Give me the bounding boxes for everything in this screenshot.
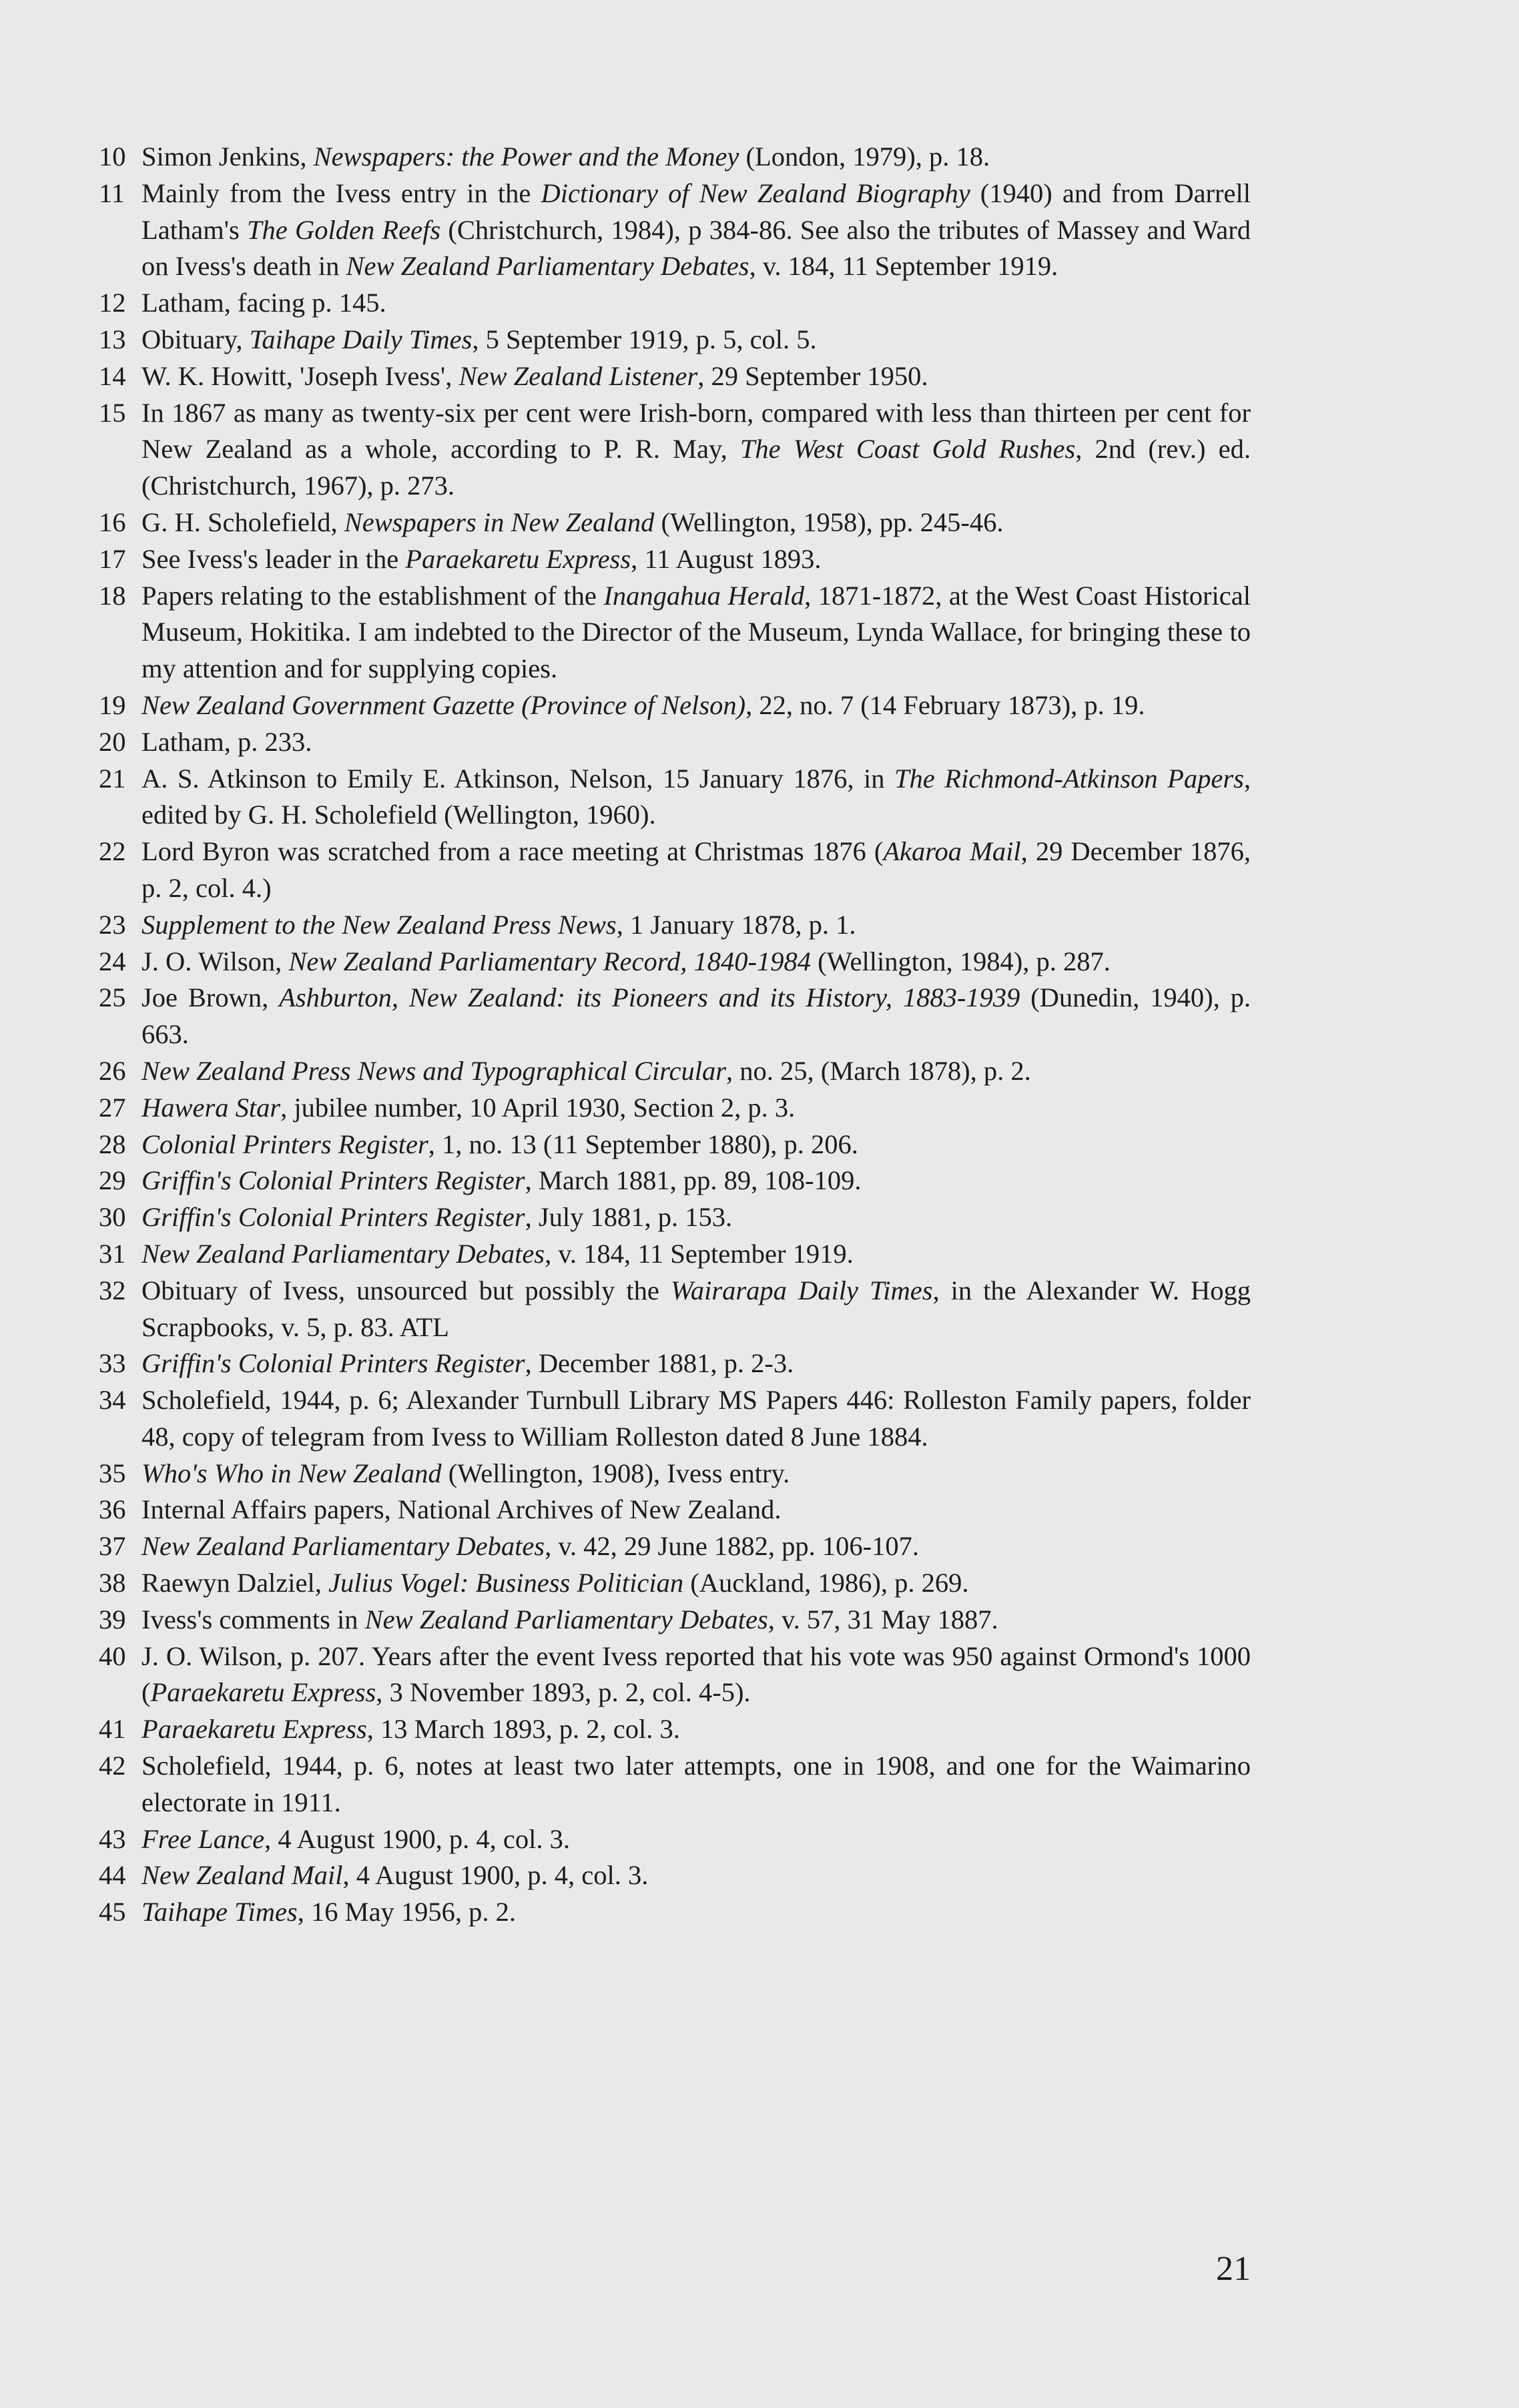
endnote-item [99, 761, 1251, 834]
endnote-item [99, 1273, 1251, 1346]
italic-title: Paraekaretu Express [150, 1677, 376, 1708]
italic-title: New Zealand Government Gazette (Province of Nelson) [141, 689, 746, 720]
endnote-item [99, 1565, 1251, 1602]
text-run: , 2nd (rev.) ed. (Christchurch, 1967), p. 273. [141, 434, 1251, 501]
endnote-item [99, 687, 1251, 724]
text-run: Mainly from the Ivess entry in the [141, 178, 541, 208]
text-run: Scholefield, 1944, p. 6; Alexander Turnbull Library MS Papers 446: Rolleston Family papers, folder 48, copy of telegram from Ivess to William Rolleston dated 8 June 1884. [141, 1385, 1251, 1452]
italic-title: Supplement to the New Zealand Press News [141, 909, 617, 940]
endnote-item [99, 176, 1251, 285]
italic-title: New Zealand Parliamentary Debates [364, 1604, 768, 1634]
endnote-item [99, 1894, 1251, 1931]
endnote-number: 45 [99, 1897, 126, 1927]
text-run: , 16 May 1956, p. 2. [297, 1897, 517, 1927]
endnote-text [141, 322, 1251, 358]
endnote-number: 36 [99, 1494, 126, 1525]
text-run: Lord Byron was scratched from a race meeting at Christmas 1876 ( [141, 836, 884, 867]
text-run: , 4 August 1900, p. 4, col. 3. [264, 1823, 570, 1854]
endnote-text [141, 541, 1251, 578]
text-run: Latham, facing p. 145. [141, 288, 386, 318]
endnote-text [141, 1638, 1251, 1712]
text-run: , 4 August 1900, p. 4, col. 3. [342, 1860, 649, 1891]
text-run: Papers relating to the establishment of the [141, 580, 604, 611]
endnote-item [99, 1236, 1251, 1273]
italic-title: The Richmond-Atkinson Papers [894, 763, 1244, 794]
endnote-text [141, 834, 1251, 907]
italic-title: Paraekaretu Express [405, 543, 631, 574]
endnote-text [141, 395, 1251, 505]
endnote-item [99, 1127, 1251, 1163]
text-run: Latham, p. 233. [141, 726, 312, 757]
endnote-text [141, 1382, 1251, 1456]
italic-title: Newspapers in New Zealand [344, 507, 655, 537]
endnote-item [99, 1456, 1251, 1492]
text-run: , 13 March 1893, p. 2, col. 3. [366, 1714, 680, 1745]
text-run: (Auckland, 1986), p. 269. [683, 1568, 969, 1598]
endnote-text [141, 1711, 1251, 1748]
endnote-text [141, 687, 1251, 724]
endnote-item [99, 1382, 1251, 1456]
endnote-item [99, 944, 1251, 980]
text-run: A. S. Atkinson to Emily E. Atkinson, Nelson, 15 January 1876, in [141, 763, 894, 794]
text-run: J. O. Wilson, p. 207. Years after the event Ivess reported that his vote was 950 against Ormond's 1000 ( [141, 1640, 1251, 1708]
endnote-number: 35 [99, 1458, 126, 1488]
endnote-text [141, 724, 1251, 761]
italic-title: Dictionary of New Zealand Biography [541, 178, 970, 208]
endnote-number: 11 [99, 178, 125, 208]
text-run: Obituary, [141, 324, 250, 354]
italic-title: New Zealand Listener [459, 360, 698, 391]
endnote-item [99, 541, 1251, 578]
endnote-text [141, 1090, 1251, 1127]
endnote-number: 19 [99, 689, 126, 720]
endnote-text [141, 578, 1251, 687]
endnote-text [141, 285, 1251, 322]
italic-title: New Zealand Parliamentary Debates [141, 1238, 545, 1269]
endnote-number: 31 [99, 1238, 126, 1269]
endnote-number: 44 [99, 1860, 126, 1891]
endnote-number: 21 [99, 763, 126, 794]
italic-title: Ashburton, New Zealand: its Pioneers and its History, 1883-1939 [279, 982, 1020, 1013]
page-number: 21 [1216, 2250, 1251, 2288]
endnote-number: 32 [99, 1275, 126, 1305]
italic-title: Free Lance [141, 1823, 265, 1854]
endnote-text [141, 907, 1251, 944]
endnote-number: 26 [99, 1055, 126, 1086]
text-run: , v. 184, 11 September 1919. [749, 251, 1058, 282]
italic-title: The West Coast Gold Rushes [739, 434, 1076, 465]
italic-title: Akaroa Mail [883, 836, 1021, 867]
endnote-number: 38 [99, 1568, 126, 1598]
text-run: Joe Brown, [141, 982, 280, 1013]
endnote-text [141, 1857, 1251, 1894]
italic-title: New Zealand Mail [141, 1860, 343, 1891]
endnote-text [141, 1273, 1251, 1346]
endnote-item [99, 285, 1251, 322]
endnote-text [141, 1053, 1251, 1090]
text-run: , v. 184, 11 September 1919. [545, 1238, 854, 1269]
endnote-text [141, 1602, 1251, 1638]
text-run: , 1 January 1878, p. 1. [616, 909, 856, 940]
endnote-text [141, 505, 1251, 541]
endnote-text [141, 1345, 1251, 1382]
endnote-item [99, 358, 1251, 395]
endnotes-list [99, 139, 1251, 1931]
text-run: (Wellington, 1958), pp. 245-46. [654, 507, 1004, 537]
endnote-number: 30 [99, 1202, 126, 1233]
endnote-item [99, 322, 1251, 358]
endnote-item [99, 1528, 1251, 1565]
endnote-number: 34 [99, 1385, 126, 1416]
italic-title: Taihape Times [141, 1897, 298, 1927]
endnote-number: 39 [99, 1604, 126, 1634]
endnote-item [99, 1163, 1251, 1199]
endnote-item [99, 724, 1251, 761]
text-run: (London, 1979), p. 18. [739, 141, 990, 172]
text-run: , 3 November 1893, p. 2, col. 4-5). [376, 1677, 751, 1708]
text-run: W. K. Howitt, 'Joseph Ivess', [141, 360, 459, 391]
italic-title: Hawera Star [141, 1092, 281, 1123]
italic-title: New Zealand Parliamentary Debates [141, 1531, 545, 1562]
endnote-item [99, 1492, 1251, 1528]
endnote-item [99, 1053, 1251, 1090]
endnote-text [141, 1492, 1251, 1528]
text-run: (Dunedin, 1940), p. 663. [141, 982, 1251, 1050]
text-run: Ivess's comments in [141, 1604, 365, 1634]
endnote-number: 29 [99, 1165, 126, 1196]
endnote-text [141, 1199, 1251, 1236]
endnote-text [141, 358, 1251, 395]
text-run: , March 1881, pp. 89, 108-109. [525, 1165, 862, 1196]
italic-title: Who's Who in New Zealand [141, 1458, 442, 1488]
endnote-number: 37 [99, 1531, 126, 1562]
endnote-number: 28 [99, 1129, 126, 1159]
endnote-text [141, 1821, 1251, 1858]
endnote-number: 18 [99, 580, 126, 611]
text-run: , 5 September 1919, p. 5, col. 5. [472, 324, 817, 354]
endnote-text [141, 1456, 1251, 1492]
text-run: (Christchurch, 1984), p 384-86. See also the tributes of Massey and Ward on Ivess's death in [141, 214, 1251, 282]
text-run: In 1867 as many as twenty-six per cent were Irish-born, compared with less than thirteen per cent for New Zealand as a whole, according to P. R. May, [141, 397, 1251, 465]
endnote-text [141, 1894, 1251, 1931]
endnote-number: 40 [99, 1640, 126, 1671]
endnote-item [99, 1711, 1251, 1748]
endnote-item [99, 980, 1251, 1053]
text-run: , 22, no. 7 (14 February 1873), p. 19. [745, 689, 1145, 720]
text-run: Raewyn Dalziel, [141, 1568, 329, 1598]
text-run: G. H. Scholefield, [141, 507, 344, 537]
text-run: (Wellington, 1908), Ivess entry. [441, 1458, 790, 1488]
text-run: , July 1881, p. 153. [525, 1202, 733, 1233]
endnote-number: 27 [99, 1092, 126, 1123]
italic-title: Griffin's Colonial Printers Register [141, 1348, 525, 1379]
endnote-item [99, 1638, 1251, 1712]
text-run: Obituary of Ivess, unsourced but possibly the [141, 1275, 671, 1305]
endnote-text [141, 1528, 1251, 1565]
text-run: , no. 25, (March 1878), p. 2. [726, 1055, 1031, 1086]
endnote-item [99, 1857, 1251, 1894]
endnote-number: 17 [99, 543, 126, 574]
endnote-item [99, 1821, 1251, 1858]
endnote-number: 13 [99, 324, 126, 354]
text-run: , jubilee number, 10 April 1930, Section 2, p. 3. [280, 1092, 796, 1123]
text-run: (Wellington, 1984), p. 287. [810, 946, 1111, 976]
endnote-item [99, 139, 1251, 176]
endnote-text [141, 176, 1251, 285]
text-run: , December 1881, p. 2-3. [525, 1348, 794, 1379]
italic-title: Julius Vogel: Business Politician [328, 1568, 684, 1598]
italic-title: New Zealand Parliamentary Debates [346, 251, 749, 282]
text-run: , 1871-1872, at the West Coast Historical Museum, Hokitika. I am indebted to the Director of the Museum, Lynda Wallace, for bringing these to my attention and for supplying copies. [141, 580, 1251, 684]
text-run: Simon Jenkins, [141, 141, 314, 172]
italic-title: Taihape Daily Times [249, 324, 473, 354]
endnote-text [141, 1236, 1251, 1273]
endnote-number: 10 [99, 141, 126, 172]
italic-title: Griffin's Colonial Printers Register [141, 1202, 525, 1233]
endnote-number: 22 [99, 836, 126, 867]
endnote-number: 16 [99, 507, 126, 537]
italic-title: Paraekaretu Express [141, 1714, 367, 1745]
text-run: , v. 57, 31 May 1887. [768, 1604, 998, 1634]
endnote-text [141, 944, 1251, 980]
endnote-number: 23 [99, 909, 126, 940]
endnote-number: 24 [99, 946, 126, 976]
text-run: (1940) and from Darrell Latham's [141, 178, 1251, 245]
text-run: J. O. Wilson, [141, 946, 289, 976]
italic-title: The Golden Reefs [246, 214, 441, 245]
text-run: Scholefield, 1944, p. 6, notes at least two later attempts, one in 1908, and one for the Waimarino electorate in 1911. [141, 1751, 1251, 1817]
endnote-number: 43 [99, 1823, 126, 1854]
italic-title: Inangahua Herald [603, 580, 805, 611]
endnote-number: 14 [99, 360, 126, 391]
endnote-item [99, 1090, 1251, 1127]
text-run: , 29 December 1876, p. 2, col. 4.) [141, 836, 1251, 903]
endnote-item [99, 1602, 1251, 1638]
endnote-item [99, 1199, 1251, 1236]
endnote-item [99, 834, 1251, 907]
endnote-number: 25 [99, 982, 126, 1013]
italic-title: Griffin's Colonial Printers Register [141, 1165, 525, 1196]
text-run: , in the Alexander W. Hogg Scrapbooks, v. 5, p. 83. ATL [141, 1275, 1251, 1342]
endnote-text [141, 139, 1251, 176]
endnote-number: 20 [99, 726, 126, 757]
text-run: , 29 September 1950. [697, 360, 928, 391]
endnote-number: 33 [99, 1348, 126, 1379]
endnote-text [141, 1127, 1251, 1163]
endnote-number: 12 [99, 288, 126, 318]
endnote-number: 41 [99, 1714, 126, 1745]
endnote-number: 15 [99, 397, 126, 428]
italic-title: Newspapers: the Power and the Money [313, 141, 739, 172]
text-run: , v. 42, 29 June 1882, pp. 106-107. [545, 1531, 920, 1562]
endnote-item [99, 1748, 1251, 1821]
endnote-text [141, 1163, 1251, 1199]
endnote-item [99, 578, 1251, 687]
endnote-item [99, 1345, 1251, 1382]
text-run: , edited by G. H. Scholefield (Wellington, 1960). [141, 763, 1251, 830]
text-run: , 1, no. 13 (11 September 1880), p. 206. [428, 1129, 858, 1159]
text-run: Internal Affairs papers, National Archives of New Zealand. [141, 1494, 782, 1525]
endnote-text [141, 980, 1251, 1053]
italic-title: Wairarapa Daily Times [670, 1275, 933, 1305]
italic-title: New Zealand Parliamentary Record, 1840-1984 [288, 946, 811, 976]
italic-title: Colonial Printers Register [141, 1129, 428, 1159]
endnote-item [99, 505, 1251, 541]
text-run: , 11 August 1893. [631, 543, 822, 574]
endnote-text [141, 1748, 1251, 1821]
endnote-item [99, 395, 1251, 505]
endnote-item [99, 907, 1251, 944]
endnote-number: 42 [99, 1751, 126, 1781]
text-run: See Ivess's leader in the [141, 543, 406, 574]
endnote-text [141, 761, 1251, 834]
italic-title: New Zealand Press News and Typographical Circular [141, 1055, 727, 1086]
endnote-text [141, 1565, 1251, 1602]
